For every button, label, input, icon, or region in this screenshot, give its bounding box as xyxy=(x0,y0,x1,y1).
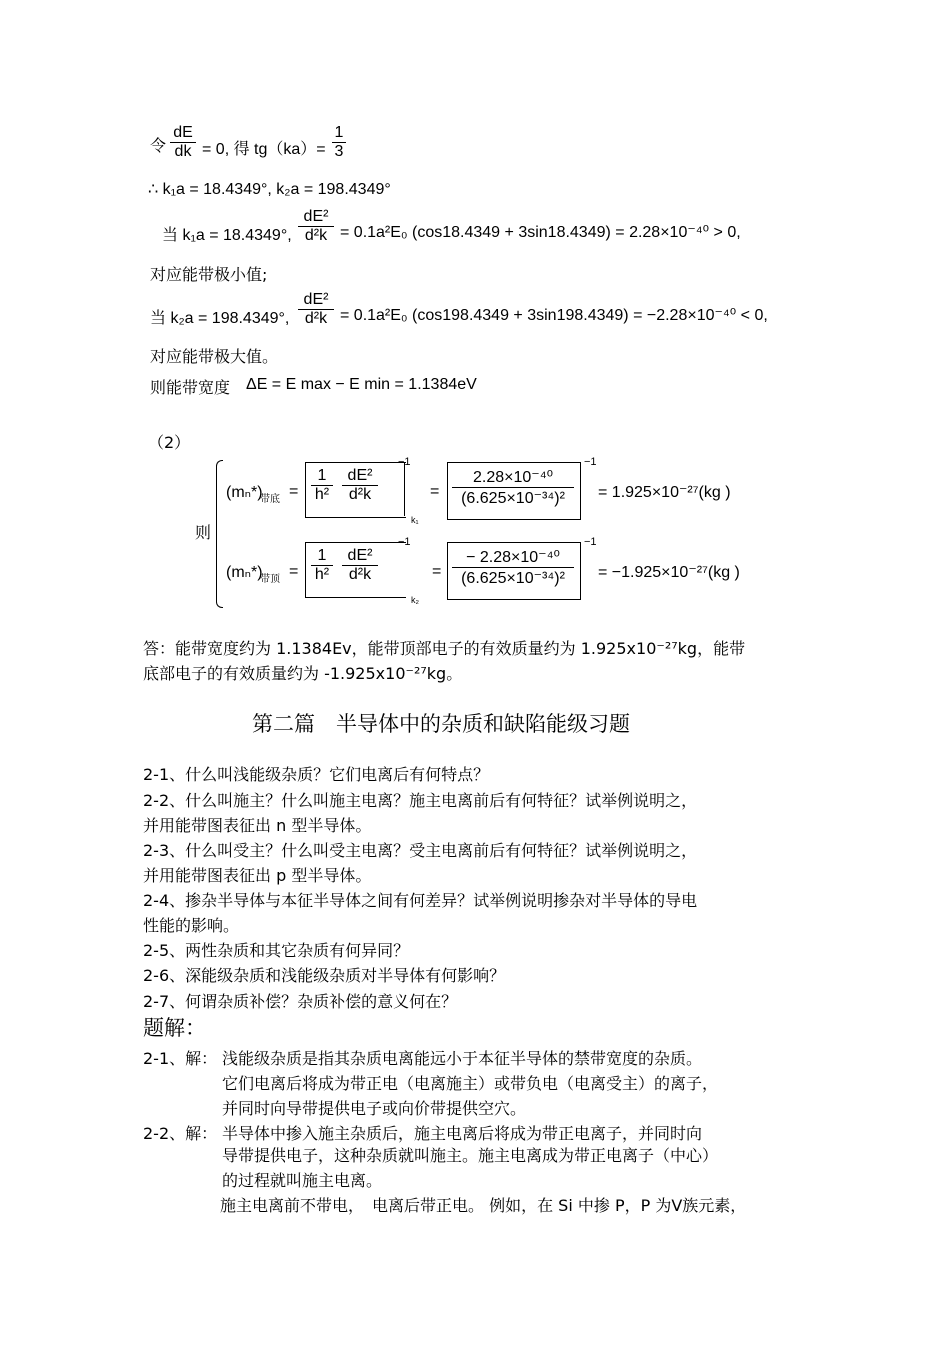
solution-2-2-body xyxy=(222,1121,746,1218)
mass1-value-fraction xyxy=(452,467,574,508)
eq4-rhs: = 0.1a²E₀ (cos198.4349 + 3sin198.4349) = −2.28×10⁻⁴⁰ < 0, xyxy=(340,307,768,324)
mass2-d2k: d²k xyxy=(348,566,372,583)
eq4-fraction xyxy=(298,291,334,328)
solution-2-2-label: 2-2、解： xyxy=(143,1124,218,1143)
mass2-result: = −1.925×10⁻²⁷(kg ) xyxy=(598,564,740,581)
eq3-denominator: d²k xyxy=(304,227,328,244)
solutions-heading: 题解： xyxy=(143,1016,206,1040)
question-item: 2-1、什么叫浅能级杂质？它们电离后有何特点？ xyxy=(143,765,490,784)
mass2-second-derivative xyxy=(342,547,378,584)
band-width-equation: ΔE = E max − E min = 1.1384eV xyxy=(246,376,477,393)
eq4-denominator: d²k xyxy=(304,310,328,327)
mass2-denominator: (6.625×10⁻³⁴)² xyxy=(461,570,565,587)
solution-line: 浅能级杂质是指其杂质电离能远小于本征半导体的禁带宽度的杂质。 xyxy=(222,1049,703,1068)
solution-2-1-body xyxy=(222,1046,718,1121)
question-list xyxy=(143,762,697,1014)
eq3-prefix: 当 k₁a = 18.4349°, xyxy=(162,227,292,244)
eq3-rhs: = 0.1a²E₀ (cos18.4349 + 3sin18.4349) = 2.28×10⁻⁴⁰ > 0, xyxy=(340,224,741,241)
line-band-maximum: 对应能带极大值。 xyxy=(150,347,279,366)
mass2-sub: 带顶 xyxy=(260,574,280,585)
eq4-numerator: dE² xyxy=(298,291,334,310)
mass1-inverse-h xyxy=(311,467,333,504)
mass2-h2: h² xyxy=(314,566,330,583)
solution-line: 并同时向导带提供电子或向价带提供空穴。 xyxy=(222,1099,527,1118)
solution-line: 导带提供电子，这种杂质就叫施主。施主电离成为带正电离子（中心） xyxy=(222,1146,719,1165)
mass1-de2: dE² xyxy=(342,467,378,486)
band-width-label: 则能带宽度 xyxy=(150,378,231,397)
mass2-eq2: = xyxy=(432,563,442,580)
mass1-second-derivative xyxy=(342,467,378,504)
part-2-label: （2） xyxy=(148,433,191,452)
eq1-fraction-third xyxy=(332,124,346,161)
mass2-numerator: − 2.28×10⁻⁴⁰ xyxy=(452,547,574,568)
mass2-inverse-h xyxy=(311,547,333,584)
ze-label: 则 xyxy=(195,523,212,542)
mass1-h2: h² xyxy=(314,486,330,503)
eq1-one: 1 xyxy=(332,124,346,143)
eq1-denominator: dk xyxy=(174,143,192,160)
mass2-one: 1 xyxy=(311,547,333,566)
answer-line-2: 底部电子的有效质量约为 -1.925x10⁻²⁷kg。 xyxy=(143,664,463,683)
eq1-middle: = 0, 得 tg（ka）= xyxy=(202,141,326,158)
mass2-de2: dE² xyxy=(342,547,378,566)
eq2-line: ∴ k₁a = 18.4349°, k₂a = 198.4349° xyxy=(148,181,391,198)
question-item: 2-4、掺杂半导体与本征半导体之间有何差异？试举例说明掺杂对半导体的导电 xyxy=(143,891,698,910)
question-item: 2-2、什么叫施主？什么叫施主电离？施主电离前后有何特征？试举例说明之， xyxy=(143,791,698,810)
question-item: 2-5、两性杂质和其它杂质有何异同？ xyxy=(143,941,410,960)
mass1-outer-exponent: −1 xyxy=(584,456,597,468)
mass1-eq: = xyxy=(289,483,299,500)
mass1-eq2: = xyxy=(430,483,440,500)
question-item: 并用能带图表征出 n 型半导体。 xyxy=(143,816,372,835)
mass2-k-sub: k₂ xyxy=(411,595,419,605)
question-item: 并用能带图表征出 p 型半导体。 xyxy=(143,866,372,885)
mass1-denominator: (6.625×10⁻³⁴)² xyxy=(461,490,565,507)
system-brace xyxy=(216,460,223,608)
mass2-lhs: (mₙ*) xyxy=(226,564,263,581)
mass1-lhs: (mₙ*) xyxy=(226,484,263,501)
solution-line: 的过程就叫施主电离。 xyxy=(222,1171,383,1190)
question-item: 性能的影响。 xyxy=(143,916,240,935)
mass1-evaluation-bar xyxy=(404,462,405,516)
question-item: 2-3、什么叫受主？什么叫受主电离？受主电离前后有何特征？试举例说明之， xyxy=(143,841,698,860)
mass2-exponent: −1 xyxy=(398,536,411,548)
eq4-prefix: 当 k₂a = 198.4349°, xyxy=(150,310,290,327)
solution-line: 半导体中掺入施主杂质后，施主电离后将成为带正电离子，并同时向 xyxy=(222,1124,703,1143)
answer-line-1: 答：能带宽度约为 1.1384Ev，能带顶部电子的有效质量约为 1.925x10⁻²⁷kg，能带 xyxy=(143,639,746,658)
eq1-ling: 令 xyxy=(150,136,167,155)
eq3-fraction xyxy=(298,208,334,245)
mass1-k-sub: k₁ xyxy=(411,515,419,525)
mass1-numerator: 2.28×10⁻⁴⁰ xyxy=(452,467,574,488)
mass2-eq: = xyxy=(289,563,299,580)
solution-line: 施主电离前不带电， 电离后带正电。 例如，在 Si 中掺 P，P 为Ⅴ族元素， xyxy=(220,1196,747,1215)
mass1-sub: 带底 xyxy=(260,494,280,505)
eq1-numerator: dE xyxy=(170,124,196,143)
question-item: 2-6、深能级杂质和浅能级杂质对半导体有何影响？ xyxy=(143,966,506,985)
mass2-value-fraction xyxy=(452,547,574,588)
solution-line: 它们电离后将成为带正电（电离施主）或带负电（电离受主）的离子， xyxy=(222,1074,719,1093)
mass1-one: 1 xyxy=(311,467,333,486)
mass2-outer-exponent: −1 xyxy=(584,536,597,548)
eq1-three: 3 xyxy=(334,143,344,160)
question-item: 2-7、何谓杂质补偿？杂质补偿的意义何在？ xyxy=(143,992,458,1011)
mass1-exponent: −1 xyxy=(398,456,411,468)
eq1-fraction-dedk xyxy=(170,124,196,161)
line-band-minimum: 对应能带极小值; xyxy=(150,265,268,284)
mass1-d2k: d²k xyxy=(348,486,372,503)
mass1-result: = 1.925×10⁻²⁷(kg ) xyxy=(598,484,731,501)
solution-2-1-label: 2-1、解： xyxy=(143,1049,218,1068)
eq3-numerator: dE² xyxy=(298,208,334,227)
chapter-title: 第二篇 半导体中的杂质和缺陷能级习题 xyxy=(252,712,630,736)
